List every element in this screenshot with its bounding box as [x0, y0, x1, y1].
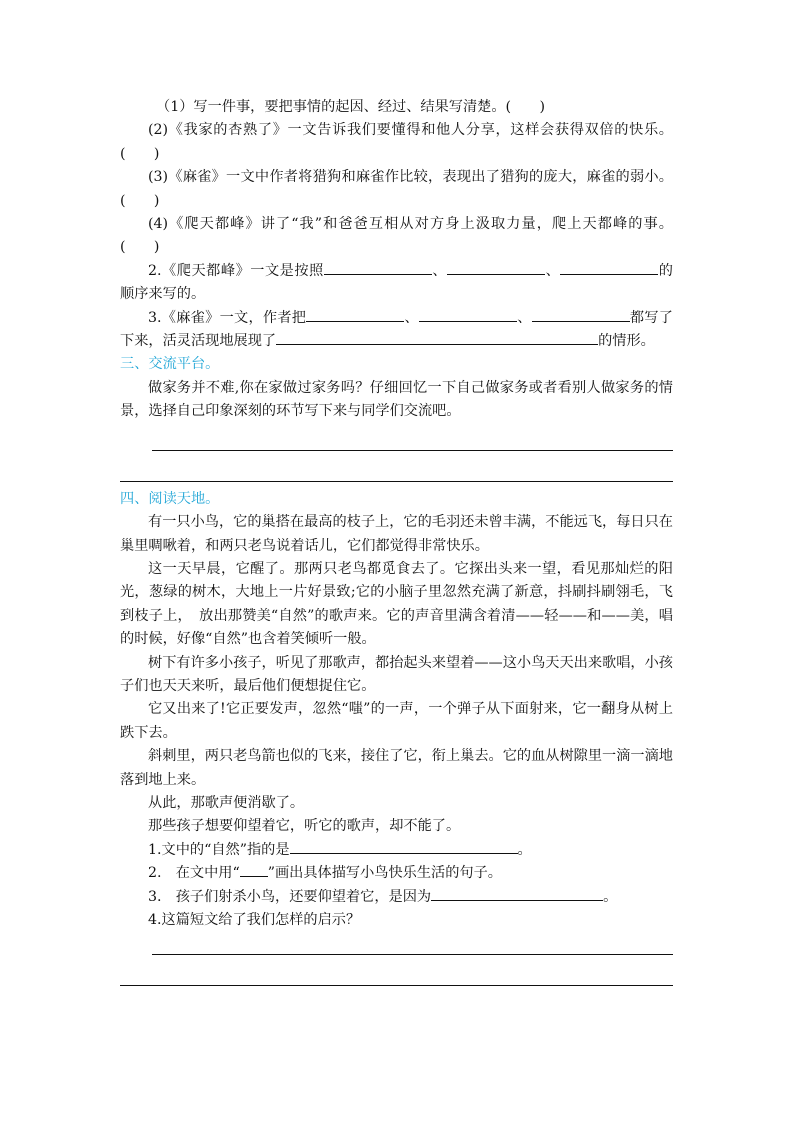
- section-heading-reading: 四、阅读天地。: [120, 490, 220, 507]
- reading-paragraph: 从此，那歌声便消歇了。: [148, 794, 305, 811]
- reading-paragraph: 这一天早晨，它醒了。那两只老鸟都觅食去了。它探出头来一望，看见那灿烂的阳光，葱绿的树木，大地上一片好景致;它的小脑子里忽然充满了新意，抖刷抖刷翎毛，飞到枝子上， 放出那赞美“自然”的歌声来。它的声音里满含着清——轻——和——美，唱的时候，好像“自然”也含着笑倾听一般。: [120, 560, 673, 648]
- fill-question-3: 3.《麻雀》一文，作者把 、 、 都写了下来，活灵活现地展现了 的情形。: [120, 307, 673, 354]
- reading-paragraph: 斜刺里，两只老鸟箭也似的飞来，接住了它，衔上巢去。它的血从树隙里一滴一滴地落到地上来。: [120, 748, 673, 788]
- answer-blank[interactable]: [276, 330, 598, 345]
- section-heading-exchange: 三、交流平台。: [120, 356, 220, 373]
- exchange-prompt: 做家务并不难,你在家做过家务吗？仔细回忆一下自己做家务或者看别人做家务的情景，选择自己印象深刻的环节写下来与同学们交流吧。: [120, 379, 673, 420]
- answer-blank[interactable]: [447, 260, 545, 275]
- answer-blank[interactable]: [532, 307, 630, 322]
- judge-item-1: （1）写一件事，要把事情的起因、经过、结果写清楚。( ): [156, 99, 545, 115]
- answer-blank[interactable]: [419, 307, 517, 322]
- answer-blank[interactable]: [560, 260, 658, 275]
- writing-line[interactable]: [152, 954, 673, 955]
- judge-item-2: (2)《我家的杏熟了》一文告诉我们要懂得和他人分享，这样会获得双倍的快乐。( ): [120, 122, 673, 162]
- underline-sample: [240, 862, 268, 877]
- answer-blank[interactable]: [290, 839, 518, 854]
- answer-blank[interactable]: [324, 260, 432, 275]
- writing-line[interactable]: [120, 985, 673, 986]
- reading-question-2: 2. 在文中用“ ”画出具体描写小鸟快乐生活的句子。: [120, 862, 673, 885]
- reading-paragraph: 它又出来了!它正要发声，忽然“嗤”的一声，一个弹子从下面射来，它一翻身从树上跌下去。: [120, 701, 673, 741]
- fill-question-2: 2.《爬天都峰》一文是按照 、 、 的顺序来写的。: [120, 260, 673, 307]
- reading-question-1: 1.文中的“自然”指的是 。: [120, 839, 673, 862]
- writing-line[interactable]: [152, 450, 673, 451]
- reading-paragraph: 那些孩子想要仰望着它，听它的歌声，却不能了。: [148, 818, 461, 835]
- answer-blank[interactable]: [431, 886, 603, 901]
- answer-blank[interactable]: [306, 307, 404, 322]
- reading-question-3: 3. 孩子们射杀小鸟，还要仰望着它，是因为 。: [120, 886, 673, 909]
- reading-question-4: 4.这篇短文给了我们怎样的启示？: [148, 912, 361, 928]
- reading-paragraph: 有一只小鸟，它的巢搭在最高的枝子上，它的毛羽还未曾丰满，不能远飞，每日只在巢里啁啾着，和两只老鸟说着话儿，它们都觉得非常快乐。: [120, 514, 673, 554]
- judge-item-3: (3)《麻雀》一文中作者将猎狗和麻雀作比较，表现出了猎狗的庞大，麻雀的弱小。( ): [120, 169, 673, 209]
- worksheet-page: [120, 96, 673, 986]
- judge-item-4: (4)《爬天都峰》讲了“我”和爸爸互相从对方身上汲取力量，爬上天都峰的事。( ): [120, 216, 673, 256]
- reading-paragraph: 树下有许多小孩子，听见了那歌声，都抬起头来望着——这小鸟天天出来歌唱，小孩子们也天天来听，最后他们便想捉住它。: [120, 654, 673, 694]
